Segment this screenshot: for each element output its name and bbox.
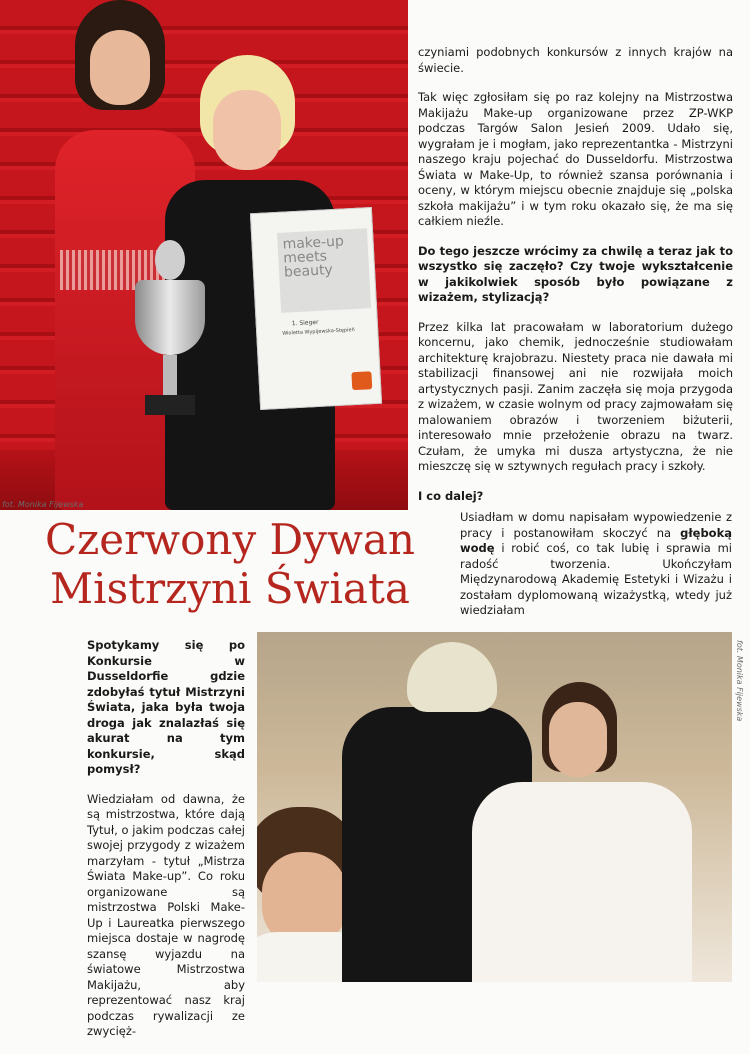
trophy-icon bbox=[130, 240, 210, 415]
face bbox=[213, 90, 281, 170]
artist-hair bbox=[407, 642, 497, 712]
trophy-stem bbox=[163, 355, 177, 395]
column-right-bottom bbox=[460, 510, 732, 633]
certificate-place: 1. Sieger bbox=[291, 318, 319, 328]
title-line-1: Czerwony Dywan bbox=[44, 515, 415, 564]
certificate-name: Wioletta Wypijewska-Stępień bbox=[282, 327, 355, 337]
text-span: Usiadłam w domu napisałam wypowiedzenie z pracy i postanowiłam skoczyć na bbox=[460, 510, 732, 540]
certificate-title: make-up meets beauty bbox=[282, 233, 345, 281]
interview-question: I co dalej? bbox=[418, 488, 484, 503]
model-cape bbox=[472, 782, 692, 982]
certificate-logo-icon bbox=[351, 371, 372, 390]
article-title bbox=[20, 515, 440, 613]
title-line-2: Mistrzyni Świata bbox=[50, 564, 410, 613]
paragraph: czyniami podobnych konkursów z innych krajów na świecie. bbox=[418, 45, 733, 75]
trophy-top bbox=[155, 240, 185, 280]
interview-question: Spotykamy się po Konkursie w Dusseldorfie gdzie zdobyłaś tytuł Mistrzyni Świata, jaka była twoja droga jak znalazłaś się akurat na tym konkursie, skąd pomysł? bbox=[87, 638, 245, 776]
paragraph: Wiedziałam od dawna, że są mistrzostwa, które dają Tytuł, o jakim podczas całej swojej przygody z wizażem marzyłam - tytuł „Mistrza Świata Make-up”. Co roku organizowane są mistrzostwa Polski Make-Up i Laureatka pierwszego miejsca dostaje w nagrodę szansę wyjazdu na światowe Mistrzostwa Makijażu, aby reprezentować nasz kraj podczas rywalizacji ze zwycięż- bbox=[87, 791, 245, 1038]
award-certificate bbox=[250, 207, 382, 410]
paragraph: Przez kilka lat pracowałam w laboratorium dużego koncernu, jako chemik, jednocześnie studiowałam architekturę krajobrazu. Niestety praca nie dawała mi stabilizacji finansowej ani nie rozwijała moich artystycznych pasji. Zanim zaczęła się moja przygoda z wizażem, w czasie wolnym od pracy zajmowałam się malowaniem obrazów i tworzeniem biżuterii, interesowało mnie przełożenie obrazu na twarz. Czułam, że umyka mi dusza artystyczna, że nie mieszczę się w sztywnych regułach pracy i szkoły. bbox=[418, 319, 733, 473]
paragraph: Tak więc zgłosiłam się po raz kolejny na Mistrzostwa Makijażu Make-up organizowane przez ZP-WKP podczas Targów Salon Jesień 2009. Udało się, wygrałam je i mogłam, jako reprezentantka - Mistrzyni naszego kraju pojechać do Dusseldorfu. Mistrzostwa Świata w Make-Up, to również szansa porównania i oceny, w którym miejscu obecnie znajduje się „polska szkoła makijażu” i w tym roku okazało się, że ma się całkiem nieźle. bbox=[418, 90, 733, 228]
trophy-base bbox=[145, 395, 195, 415]
hero-photo bbox=[0, 0, 408, 510]
column-right-top bbox=[418, 45, 733, 518]
makeup-photo bbox=[257, 632, 732, 982]
photo-credit: fot. Monika Fijewska bbox=[2, 500, 84, 509]
model-face bbox=[549, 702, 607, 777]
photo-credit: fot. Monika Fijewska bbox=[735, 640, 744, 722]
bold-phrase: głęboką wodę bbox=[460, 525, 732, 555]
column-left bbox=[87, 638, 245, 1054]
text-span: i robić coś, co tak lubię i sprawia mi radość tworzenia. Ukończyłam Międzynarodową Akademię Estetyki i Wizażu i zostałam dyplomowaną wizażystką, wtedy już wiedziałam bbox=[460, 541, 732, 617]
trophy-cup bbox=[135, 280, 205, 355]
paragraph bbox=[460, 510, 732, 619]
interview-question: Do tego jeszcze wrócimy za chwilę a teraz jak to wszystko się zaczęło? Czy twoje wykształcenie w jakikolwiek sposób było powiązane z wizażem, stylizacją? bbox=[418, 243, 733, 304]
face bbox=[90, 30, 150, 105]
